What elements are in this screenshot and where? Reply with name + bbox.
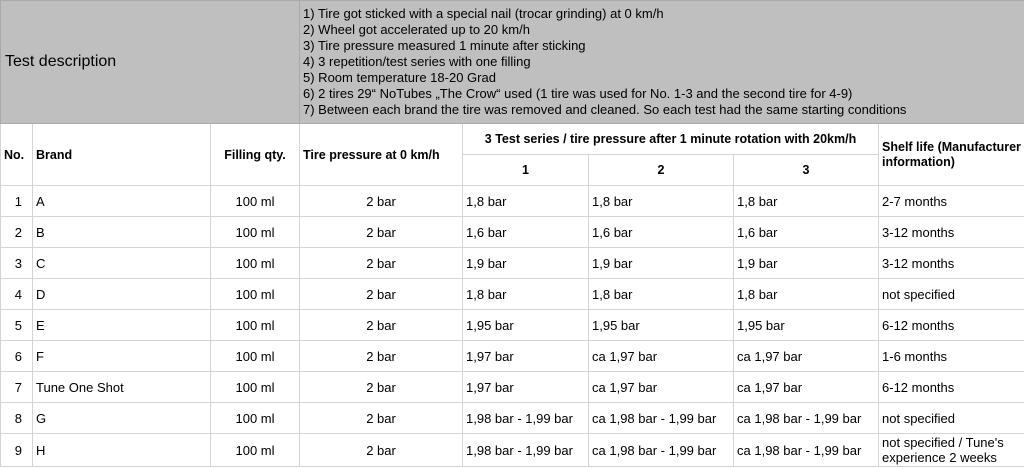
- description-line: 1) Tire got sticked with a special nail (trocar grinding) at 0 km/h: [303, 5, 664, 21]
- cell-series-2: ca 1,98 bar - 1,99 bar: [589, 434, 734, 467]
- cell-filling: 100 ml: [211, 310, 300, 341]
- description-line: 5) Room temperature 18-20 Grad: [303, 70, 496, 86]
- cell-pressure0: 2 bar: [300, 341, 463, 372]
- cell-series-3: 1,95 bar: [734, 310, 879, 341]
- cell-series-3: ca 1,97 bar: [734, 372, 879, 403]
- description-line: 6) 2 tires 29“ NoTubes „The Crow“ used (1 tire was used for No. 1-3 and the second tire for 4-9): [303, 86, 853, 102]
- table-row: [1, 403, 1024, 434]
- header-pressure0: Tire pressure at 0 km/h: [300, 124, 463, 186]
- header-shelf-life: Shelf life (Manufacturer information): [879, 124, 1024, 186]
- cell-series-2: 1,95 bar: [589, 310, 734, 341]
- cell-brand: B: [33, 217, 211, 248]
- cell-brand: E: [33, 310, 211, 341]
- cell-series-3: 1,9 bar: [734, 248, 879, 279]
- description-lines: [300, 1, 1024, 124]
- description-line: 3) Tire pressure measured 1 minute after sticking: [303, 37, 586, 53]
- header-brand: Brand: [33, 124, 211, 186]
- cell-pressure0: 2 bar: [300, 279, 463, 310]
- cell-filling: 100 ml: [211, 403, 300, 434]
- description-row: [1, 1, 1024, 124]
- cell-series-3: ca 1,98 bar - 1,99 bar: [734, 434, 879, 467]
- header-row: [1, 124, 1024, 155]
- table-row: [1, 310, 1024, 341]
- cell-series-3: 1,8 bar: [734, 279, 879, 310]
- cell-brand: D: [33, 279, 211, 310]
- cell-pressure0: 2 bar: [300, 186, 463, 217]
- cell-shelf-life: 2-7 months: [879, 186, 1024, 217]
- cell-filling: 100 ml: [211, 248, 300, 279]
- header-series-group: 3 Test series / tire pressure after 1 minute rotation with 20km/h: [463, 124, 879, 155]
- cell-series-3: 1,6 bar: [734, 217, 879, 248]
- description-line: 4) 3 repetition/test series with one filling: [303, 53, 531, 69]
- cell-shelf-life: 6-12 months: [879, 310, 1024, 341]
- cell-series-1: 1,98 bar - 1,99 bar: [463, 434, 589, 467]
- cell-brand: F: [33, 341, 211, 372]
- cell-series-2: 1,8 bar: [589, 186, 734, 217]
- cell-no: 9: [1, 434, 33, 467]
- table-row: [1, 341, 1024, 372]
- cell-filling: 100 ml: [211, 434, 300, 467]
- cell-series-2: 1,9 bar: [589, 248, 734, 279]
- cell-no: 3: [1, 248, 33, 279]
- cell-shelf-life: not specified: [879, 279, 1024, 310]
- cell-shelf-life: 3-12 months: [879, 217, 1024, 248]
- cell-series-1: 1,8 bar: [463, 279, 589, 310]
- cell-no: 6: [1, 341, 33, 372]
- cell-series-1: 1,97 bar: [463, 372, 589, 403]
- table-row: [1, 372, 1024, 403]
- cell-shelf-life: 1-6 months: [879, 341, 1024, 372]
- cell-series-2: 1,6 bar: [589, 217, 734, 248]
- cell-pressure0: 2 bar: [300, 217, 463, 248]
- cell-series-1: 1,6 bar: [463, 217, 589, 248]
- table-row: [1, 248, 1024, 279]
- cell-pressure0: 2 bar: [300, 248, 463, 279]
- cell-series-1: 1,9 bar: [463, 248, 589, 279]
- cell-brand: Tune One Shot: [33, 372, 211, 403]
- description-line: 7) Between each brand the tire was removed and cleaned. So each test had the same starting conditions: [303, 102, 907, 118]
- cell-pressure0: 2 bar: [300, 403, 463, 434]
- cell-series-1: 1,95 bar: [463, 310, 589, 341]
- cell-filling: 100 ml: [211, 341, 300, 372]
- description-label: Test description: [1, 1, 300, 124]
- header-no: No.: [1, 124, 33, 186]
- cell-series-2: ca 1,97 bar: [589, 372, 734, 403]
- cell-series-2: ca 1,98 bar - 1,99 bar: [589, 403, 734, 434]
- cell-series-1: 1,8 bar: [463, 186, 589, 217]
- cell-series-3: ca 1,97 bar: [734, 341, 879, 372]
- cell-series-3: 1,8 bar: [734, 186, 879, 217]
- cell-brand: C: [33, 248, 211, 279]
- cell-series-1: 1,98 bar - 1,99 bar: [463, 403, 589, 434]
- cell-brand: A: [33, 186, 211, 217]
- cell-no: 1: [1, 186, 33, 217]
- cell-no: 5: [1, 310, 33, 341]
- cell-pressure0: 2 bar: [300, 310, 463, 341]
- header-series-1: 1: [463, 155, 589, 186]
- cell-shelf-life: not specified / Tune's experience 2 weeks: [879, 434, 1024, 467]
- header-filling: Filling qty.: [211, 124, 300, 186]
- cell-series-1: 1,97 bar: [463, 341, 589, 372]
- cell-no: 8: [1, 403, 33, 434]
- table-row: [1, 186, 1024, 217]
- cell-filling: 100 ml: [211, 186, 300, 217]
- header-series-3: 3: [734, 155, 879, 186]
- cell-pressure0: 2 bar: [300, 372, 463, 403]
- cell-brand: G: [33, 403, 211, 434]
- cell-series-3: ca 1,98 bar - 1,99 bar: [734, 403, 879, 434]
- cell-series-2: 1,8 bar: [589, 279, 734, 310]
- cell-series-2: ca 1,97 bar: [589, 341, 734, 372]
- cell-no: 2: [1, 217, 33, 248]
- cell-filling: 100 ml: [211, 279, 300, 310]
- cell-filling: 100 ml: [211, 372, 300, 403]
- cell-filling: 100 ml: [211, 217, 300, 248]
- header-series-2: 2: [589, 155, 734, 186]
- table-row: [1, 434, 1024, 467]
- cell-shelf-life: not specified: [879, 403, 1024, 434]
- table-row: [1, 217, 1024, 248]
- cell-no: 4: [1, 279, 33, 310]
- cell-brand: H: [33, 434, 211, 467]
- cell-no: 7: [1, 372, 33, 403]
- cell-shelf-life: 3-12 months: [879, 248, 1024, 279]
- cell-pressure0: 2 bar: [300, 434, 463, 467]
- cell-shelf-life: 6-12 months: [879, 372, 1024, 403]
- table-row: [1, 279, 1024, 310]
- description-line: 2) Wheel got accelerated up to 20 km/h: [303, 21, 530, 37]
